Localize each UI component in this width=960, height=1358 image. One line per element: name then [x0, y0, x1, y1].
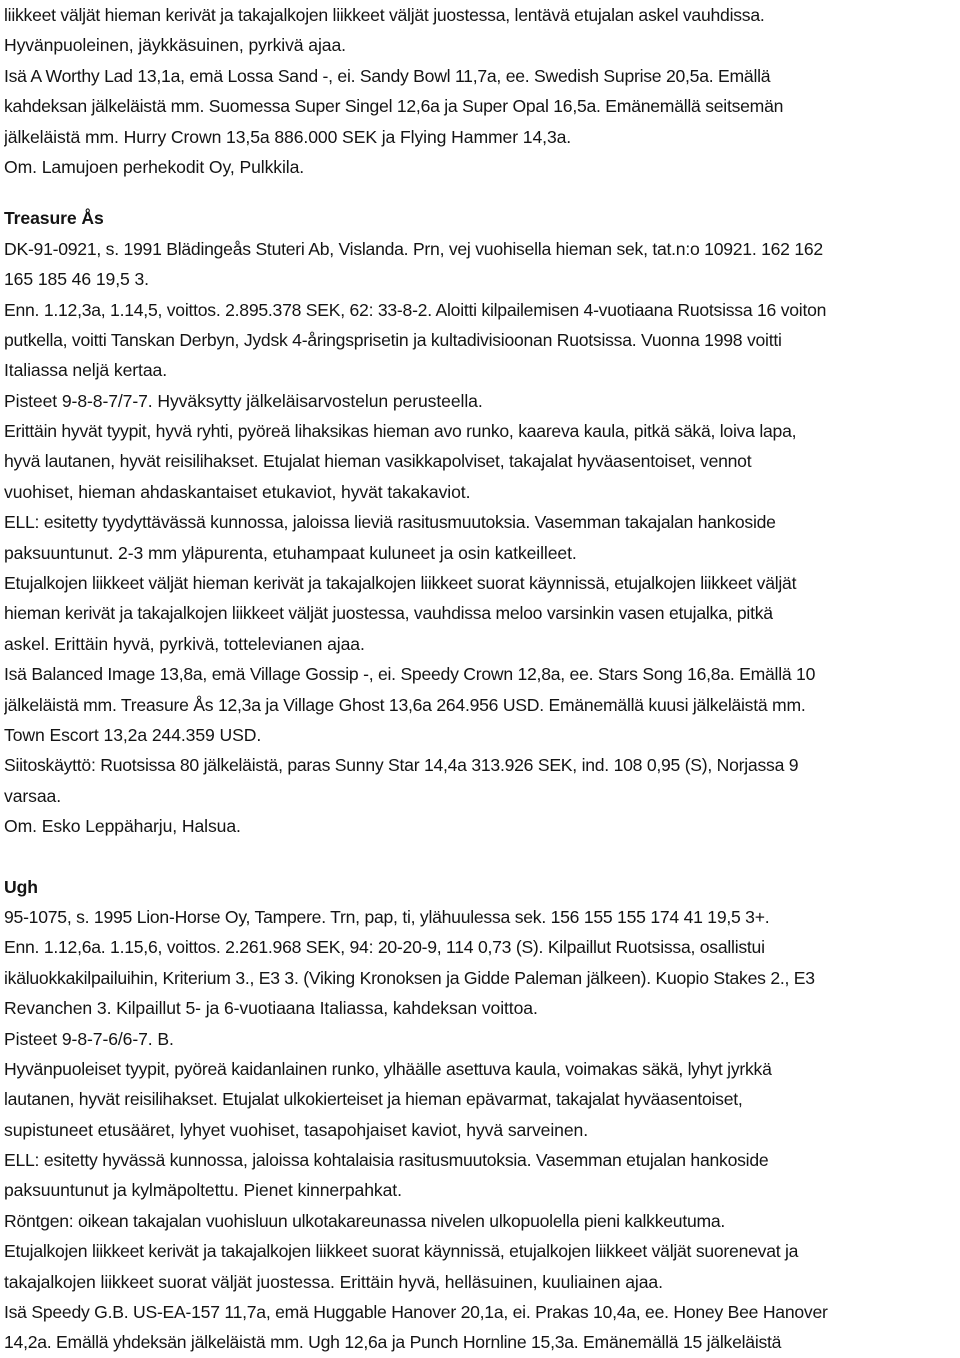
- text-line: hyvä lautanen, hyvät reisilihakset. Etujalat hieman vasikkapolviset, takajalat hyväasentoiset, vennot: [4, 451, 752, 472]
- text-line: Italiassa neljä kertaa.: [4, 360, 167, 381]
- text-line: paksuuntunut. 2-3 mm yläpurenta, etuhampaat kuluneet ja osin katkeilleet.: [4, 542, 577, 563]
- text-line: Etujalkojen liikkeet kerivät ja takajalkojen liikkeet suorat käynnissä, etujalkojen liikkeet väljät suorenevat ja: [4, 1241, 799, 1262]
- text-line: Revanchen 3. Kilpaillut 5- ja 6-vuotiaana Italiassa, kahdeksan voittoa.: [4, 998, 538, 1019]
- text-line: askel. Erittäin hyvä, pyrkivä, tottelevianen ajaa.: [4, 633, 365, 654]
- text-line: Pisteet 9-8-7-6/6-7. B.: [4, 1028, 174, 1049]
- text-line: hieman kerivät ja takajalkojen liikkeet väljät juostessa, vauhdissa meloo varsinkin vasen etujalka, pitkä: [4, 603, 773, 624]
- text-line: Pisteet 9-8-8-7/7-7. Hyväksytty jälkeläisarvostelun perusteella.: [4, 390, 483, 411]
- text-line: Enn. 1.12,6a. 1.15,6, voittos. 2.261.968 SEK, 94: 20-20-9, 114 0,73 (S). Kilpaillut Ruotsissa, osallistui: [4, 937, 765, 958]
- intro-section: [4, 0, 958, 182]
- text-line: kahdeksan jälkeläistä mm. Suomessa Super Singel 12,6a ja Super Opal 16,5a. Emänemällä seitsemän: [4, 96, 784, 117]
- text-line: ELL: esitetty tyydyttävässä kunnossa, jaloissa lieviä rasitusmuutoksia. Vasemman takajalan hankoside: [4, 512, 776, 533]
- section-heading: Treasure Ås: [4, 208, 104, 229]
- section-heading: Ugh: [4, 876, 38, 897]
- text-line: lautanen, hyvät reisilihakset. Etujalat ulkokierteiset ja hieman epävarmat, takajalat hyväasentoiset,: [4, 1089, 743, 1110]
- text-line: paksuuntunut ja kylmäpoltettu. Pienet kinnerpahkat.: [4, 1180, 402, 1201]
- document-page: [4, 0, 958, 1358]
- text-line: Om. Esko Leppäharju, Halsua.: [4, 816, 241, 837]
- text-line: 14,2a. Emällä yhdeksän jälkeläistä mm. Ugh 12,6a ja Punch Hornline 15,3a. Emänemällä 15 jälkeläistä: [4, 1332, 782, 1353]
- text-line: jälkeläistä mm. Treasure Ås 12,3a ja Village Ghost 13,6a 264.956 USD. Emänemällä kuusi jälkeläistä mm.: [4, 694, 806, 715]
- text-line: Etujalkojen liikkeet väljät hieman kerivät ja takajalkojen liikkeet suorat käynnissä, etujalkojen liikkeet väljät: [4, 573, 797, 594]
- text-line: Erittäin hyvät tyypit, hyvä ryhti, pyöreä lihaksikas hieman avo runko, kaareva kaula, pitkä säkä, loiva lapa,: [4, 421, 797, 442]
- text-line: Hyvänpuoleinen, jäykkäsuinen, pyrkivä ajaa.: [4, 35, 346, 56]
- text-line: putkella, voitti Tanskan Derbyn, Jydsk 4-åringsprisetin ja kultadivisioonan Ruotsissa. Vuonna 1998 voitti: [4, 329, 782, 350]
- text-line: Isä Balanced Image 13,8a, emä Village Gossip -, ei. Speedy Crown 12,8a, ee. Stars Song 16,8a. Emällä 10: [4, 664, 816, 685]
- text-line: Isä A Worthy Lad 13,1a, emä Lossa Sand -, ei. Sandy Bowl 11,7a, ee. Swedish Suprise 20,5a. Emällä: [4, 65, 771, 86]
- text-line: vuohiset, hieman ahdaskantaiset etukaviot, hyvät takakaviot.: [4, 481, 471, 502]
- text-line: Hyvänpuoleiset tyypit, pyöreä kaidanlainen runko, ylhäälle asettuva kaula, voimakas säkä, lyhyt jyrkkä: [4, 1058, 772, 1079]
- treasure-section: [4, 203, 958, 841]
- text-line: 95-1075, s. 1995 Lion-Horse Oy, Tampere. Trn, pap, ti, ylähuulessa sek. 156 155 155 174 41 19,5 3+.: [4, 906, 770, 927]
- text-line: ikäluokkakilpailuihin, Kriterium 3., E3 3. (Viking Kronoksen ja Gidde Paleman jälkeen). Kuopio Stakes 2., E3: [4, 967, 815, 988]
- text-line: Röntgen: oikean takajalan vuohisluun ulkotakareunassa nivelen ulkopuolella pieni kalkkeutuma.: [4, 1210, 726, 1231]
- text-line: 165 185 46 19,5 3.: [4, 269, 149, 290]
- text-line: Isä Speedy G.B. US-EA-157 11,7a, emä Huggable Hanover 20,1a, ei. Prakas 10,4a, ee. Honey Bee Hanover: [4, 1302, 828, 1323]
- text-line: ELL: esitetty hyvässä kunnossa, jaloissa kohtalaisia rasitusmuutoksia. Vasemman etujalan hankoside: [4, 1150, 769, 1171]
- text-line: Om. Lamujoen perhekodit Oy, Pulkkila.: [4, 156, 305, 177]
- text-line: Siitoskäyttö: Ruotsissa 80 jälkeläistä, paras Sunny Star 14,4a 313.926 SEK, ind. 108 0,95 (S), Norjassa 9: [4, 755, 799, 776]
- ugh-section: [4, 872, 958, 1358]
- text-line: jälkeläistä mm. Hurry Crown 13,5a 886.000 SEK ja Flying Hammer 14,3a.: [4, 126, 572, 147]
- text-line: liikkeet väljät hieman kerivät ja takajalkojen liikkeet väljät juostessa, lentävä etujalan askel vauhdissa.: [4, 5, 765, 25]
- text-line: Town Escort 13,2a 244.359 USD.: [4, 724, 262, 745]
- text-line: takajalkojen liikkeet suorat väljät juostessa. Erittäin hyvä, helläsuinen, kuuliainen ajaa.: [4, 1271, 663, 1292]
- text-line: supistuneet etusääret, lyhyet vuohiset, tasapohjaiset kaviot, hyvä sarveinen.: [4, 1119, 588, 1140]
- text-line: DK-91-0921, s. 1991 Blädingeås Stuteri Ab, Vislanda. Prn, vej vuohisella hieman sek, tat.n:o 10921. 162 162: [4, 238, 823, 259]
- text-line: Enn. 1.12,3a, 1.14,5, voittos. 2.895.378 SEK, 62: 33-8-2. Aloitti kilpailemisen 4-vuotiaana Ruotsissa 16 voiton: [4, 299, 827, 320]
- text-line: varsaa.: [4, 785, 61, 806]
